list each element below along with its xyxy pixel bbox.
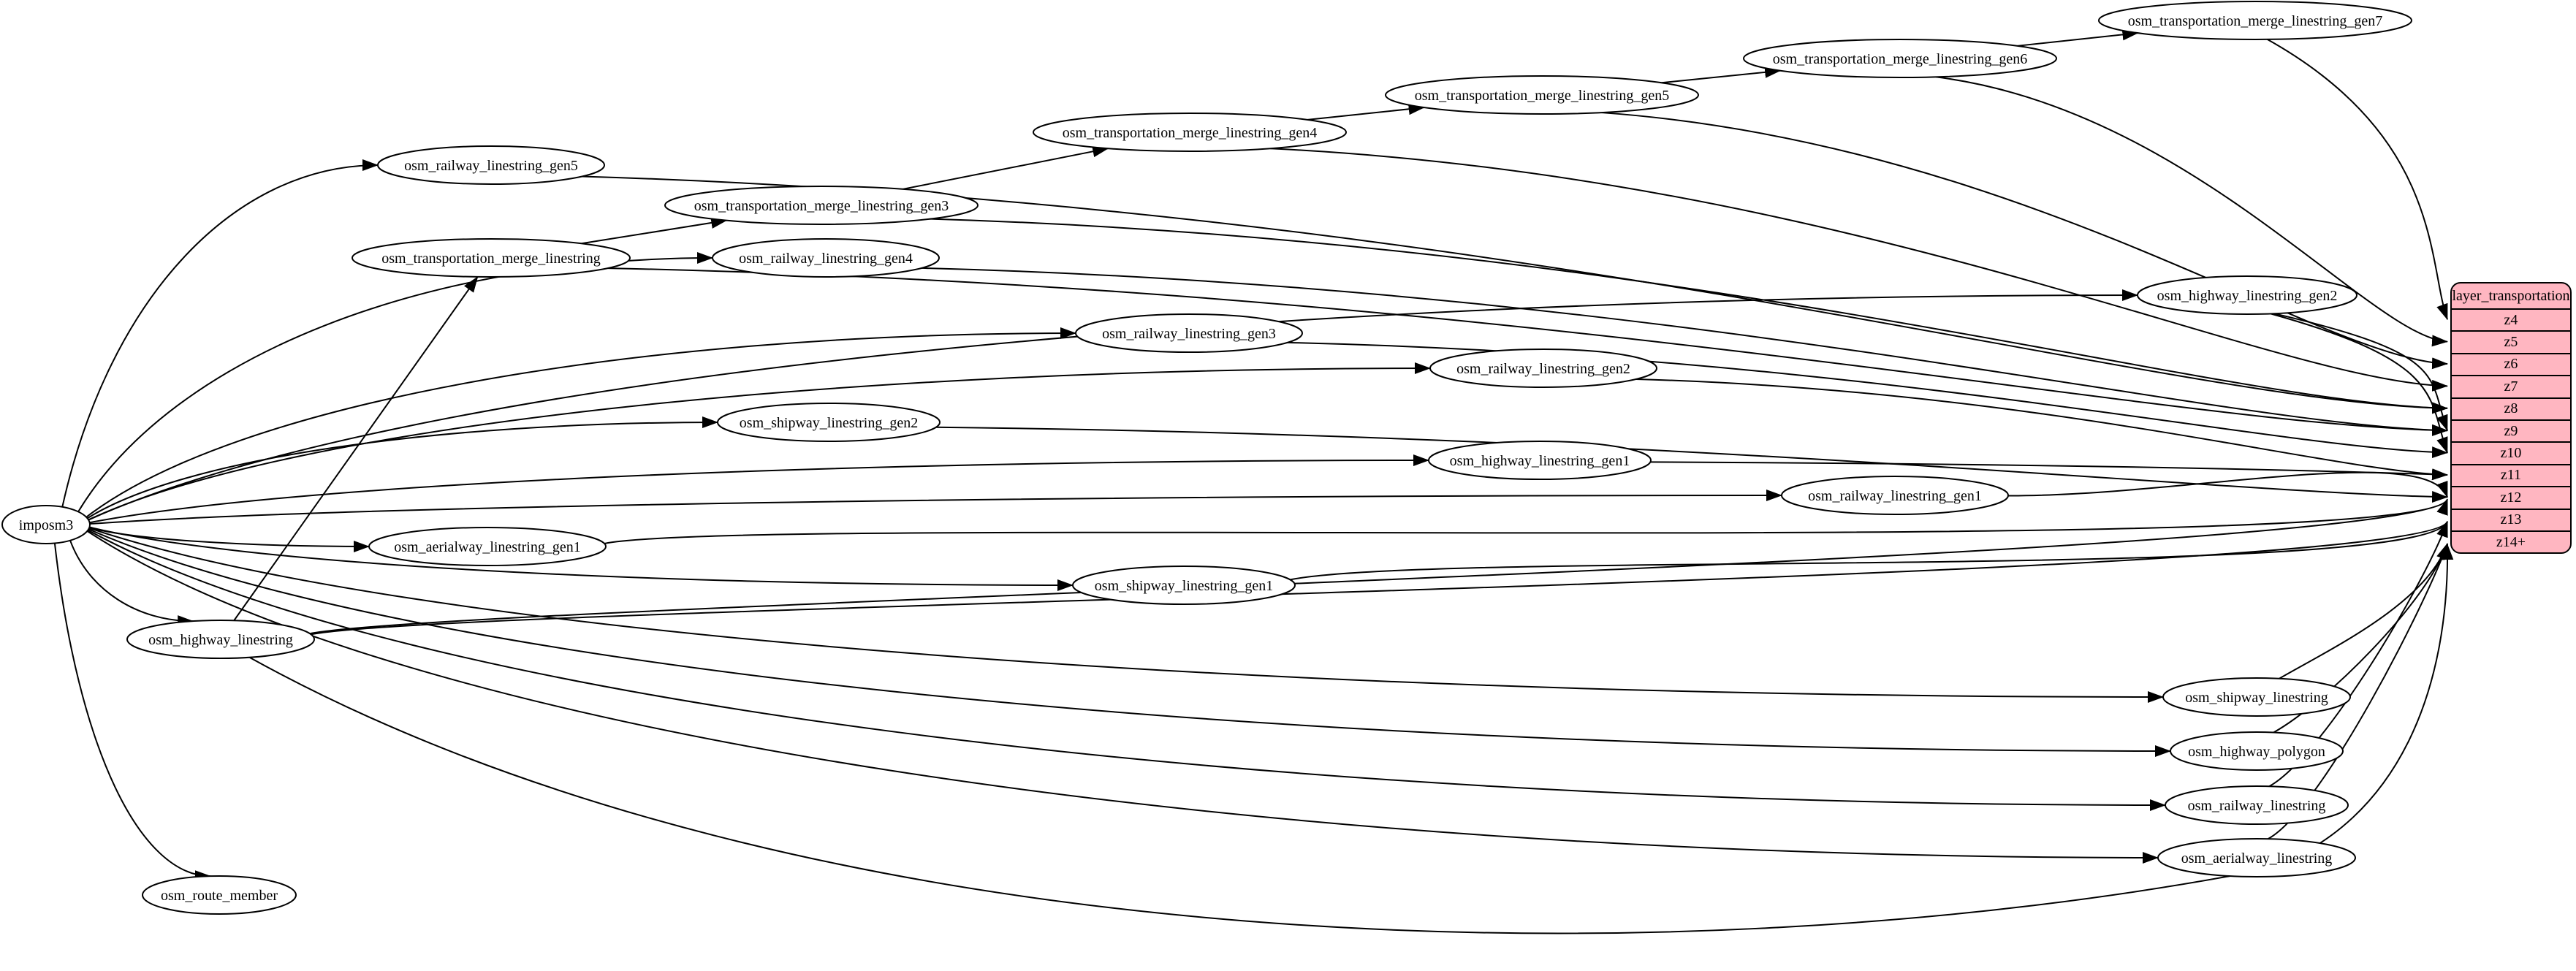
layer-transportation-table bbox=[2450, 282, 2572, 554]
node-label-osm_transportation_merge_linestring_gen3: osm_transportation_merge_linestring_gen3 bbox=[694, 198, 949, 214]
edge-osm_transportation_merge_linestring_gen3-osm_transportation_merge_linestring_gen4 bbox=[903, 148, 1108, 189]
node-osm_transportation_merge_linestring bbox=[352, 239, 630, 277]
edge-osm_highway_linestring-z12 bbox=[310, 499, 2447, 633]
node-label-osm_aerialway_linestring: osm_aerialway_linestring bbox=[2181, 850, 2333, 867]
node-label-osm_shipway_linestring_gen1: osm_shipway_linestring_gen1 bbox=[1094, 578, 1274, 594]
table-rows bbox=[2452, 308, 2570, 552]
table-row-z10: z10 bbox=[2452, 441, 2570, 463]
node-label-osm_railway_linestring: osm_railway_linestring bbox=[2187, 798, 2326, 814]
node-label-osm_shipway_linestring_gen2: osm_shipway_linestring_gen2 bbox=[739, 415, 919, 431]
node-osm_railway_linestring_gen3 bbox=[1076, 314, 1302, 352]
table-title: layer_transportation bbox=[2452, 287, 2570, 304]
edge-osm_transportation_merge_linestring-osm_transportation_merge_linestring_gen3 bbox=[582, 221, 726, 244]
table-row-z12: z12 bbox=[2452, 486, 2570, 508]
node-osm_route_member bbox=[143, 876, 296, 914]
edge-osm_highway_linestring_gen2-z9 bbox=[2274, 313, 2447, 430]
node-label-osm_highway_polygon: osm_highway_polygon bbox=[2188, 744, 2325, 760]
node-label-osm_transportation_merge_linestring_gen5: osm_transportation_merge_linestring_gen5 bbox=[1414, 88, 1670, 104]
node-label-osm_transportation_merge_linestring_gen7: osm_transportation_merge_linestring_gen7 bbox=[2127, 13, 2383, 29]
node-osm_shipway_linestring_gen2 bbox=[718, 403, 940, 441]
table-row-z14+: z14+ bbox=[2452, 530, 2570, 552]
table-row-z4: z4 bbox=[2452, 308, 2570, 330]
edge-osm_highway_linestring-z14+ bbox=[249, 544, 2447, 933]
node-osm_highway_polygon bbox=[2170, 732, 2343, 770]
edge-osm_transportation_merge_linestring_gen5-z6 bbox=[1601, 113, 2447, 364]
node-osm_railway_linestring_gen4 bbox=[713, 239, 939, 277]
node-osm_aerialway_linestring bbox=[2158, 839, 2355, 877]
node-layer bbox=[2, 1, 2412, 914]
edge-osm_highway_linestring-osm_transportation_merge_linestring bbox=[234, 277, 477, 620]
edge-osm_transportation_merge_linestring_gen4-osm_transportation_merge_linestring_gen5 bbox=[1307, 107, 1424, 120]
node-label-osm_railway_linestring_gen1: osm_railway_linestring_gen1 bbox=[1808, 488, 1982, 504]
table-row-z5: z5 bbox=[2452, 330, 2570, 352]
node-label-osm_railway_linestring_gen3: osm_railway_linestring_gen3 bbox=[1102, 326, 1276, 342]
edge-osm_transportation_merge_linestring_gen4-z7 bbox=[1270, 148, 2447, 386]
node-osm_highway_linestring_gen1 bbox=[1429, 441, 1651, 479]
node-osm_highway_linestring bbox=[127, 620, 314, 658]
table-row-z9: z9 bbox=[2452, 419, 2570, 441]
node-imposm3 bbox=[2, 506, 90, 544]
table-row-z8: z8 bbox=[2452, 397, 2570, 419]
node-label-osm_transportation_merge_linestring: osm_transportation_merge_linestring bbox=[381, 251, 601, 267]
table-row-z11: z11 bbox=[2452, 464, 2570, 486]
edge-imposm3-osm_route_member bbox=[55, 543, 210, 876]
node-osm_highway_linestring_gen2 bbox=[2138, 276, 2357, 314]
node-label-osm_shipway_linestring: osm_shipway_linestring bbox=[2185, 690, 2328, 706]
node-osm_aerialway_linestring_gen1 bbox=[369, 528, 606, 566]
node-label-osm_railway_linestring_gen2: osm_railway_linestring_gen2 bbox=[1456, 361, 1630, 377]
node-osm_railway_linestring_gen5 bbox=[378, 146, 604, 184]
node-label-osm_railway_linestring_gen5: osm_railway_linestring_gen5 bbox=[404, 158, 578, 174]
node-label-osm_aerialway_linestring_gen1: osm_aerialway_linestring_gen1 bbox=[394, 539, 581, 555]
node-osm_transportation_merge_linestring_gen3 bbox=[665, 186, 978, 224]
node-osm_shipway_linestring bbox=[2163, 678, 2350, 716]
node-osm_railway_linestring_gen2 bbox=[1430, 349, 1657, 387]
node-osm_transportation_merge_linestring_gen5 bbox=[1386, 76, 1698, 114]
edge-imposm3-osm_highway_linestring_gen1 bbox=[90, 460, 1429, 522]
edge-osm_aerialway_linestring_gen1-z12 bbox=[604, 499, 2447, 544]
edge-imposm3-osm_railway_linestring_gen1 bbox=[90, 495, 1782, 524]
node-osm_transportation_merge_linestring_gen7 bbox=[2099, 1, 2412, 39]
node-osm_railway_linestring bbox=[2165, 786, 2348, 824]
edge-osm_transportation_merge_linestring_gen6-osm_transportation_merge_linestring_gen7 bbox=[2018, 33, 2138, 46]
table-row-z13: z13 bbox=[2452, 509, 2570, 530]
table-row-z7: z7 bbox=[2452, 375, 2570, 397]
edge-imposm3-osm_aerialway_linestring_gen1 bbox=[89, 528, 369, 547]
node-label-imposm3: imposm3 bbox=[18, 517, 74, 533]
node-label-osm_highway_linestring: osm_highway_linestring bbox=[148, 632, 293, 648]
node-label-osm_highway_linestring_gen1: osm_highway_linestring_gen1 bbox=[1449, 453, 1630, 469]
node-label-osm_transportation_merge_linestring_gen6: osm_transportation_merge_linestring_gen6 bbox=[1772, 51, 2028, 67]
edge-osm_highway_linestring_gen2-z10 bbox=[2271, 313, 2447, 452]
edge-imposm3-osm_railway_linestring_gen4 bbox=[78, 258, 713, 511]
edge-osm_transportation_merge_linestring_gen5-osm_transportation_merge_linestring_gen6 bbox=[1662, 71, 1780, 83]
node-label-osm_highway_linestring_gen2: osm_highway_linestring_gen2 bbox=[2157, 288, 2338, 304]
node-label-osm_route_member: osm_route_member bbox=[161, 888, 278, 904]
node-osm_transportation_merge_linestring_gen4 bbox=[1033, 113, 1346, 151]
table-row-z6: z6 bbox=[2452, 353, 2570, 375]
edge-osm_railway_linestring_gen2-z11 bbox=[1636, 379, 2447, 475]
node-label-osm_railway_linestring_gen4: osm_railway_linestring_gen4 bbox=[739, 251, 913, 267]
edge-imposm3-osm_railway_linestring_gen5 bbox=[62, 165, 378, 507]
node-osm_shipway_linestring_gen1 bbox=[1073, 566, 1295, 604]
node-osm_railway_linestring_gen1 bbox=[1782, 476, 2008, 514]
node-osm_transportation_merge_linestring_gen6 bbox=[1744, 39, 2056, 77]
node-label-osm_transportation_merge_linestring_gen4: osm_transportation_merge_linestring_gen4 bbox=[1062, 125, 1318, 141]
